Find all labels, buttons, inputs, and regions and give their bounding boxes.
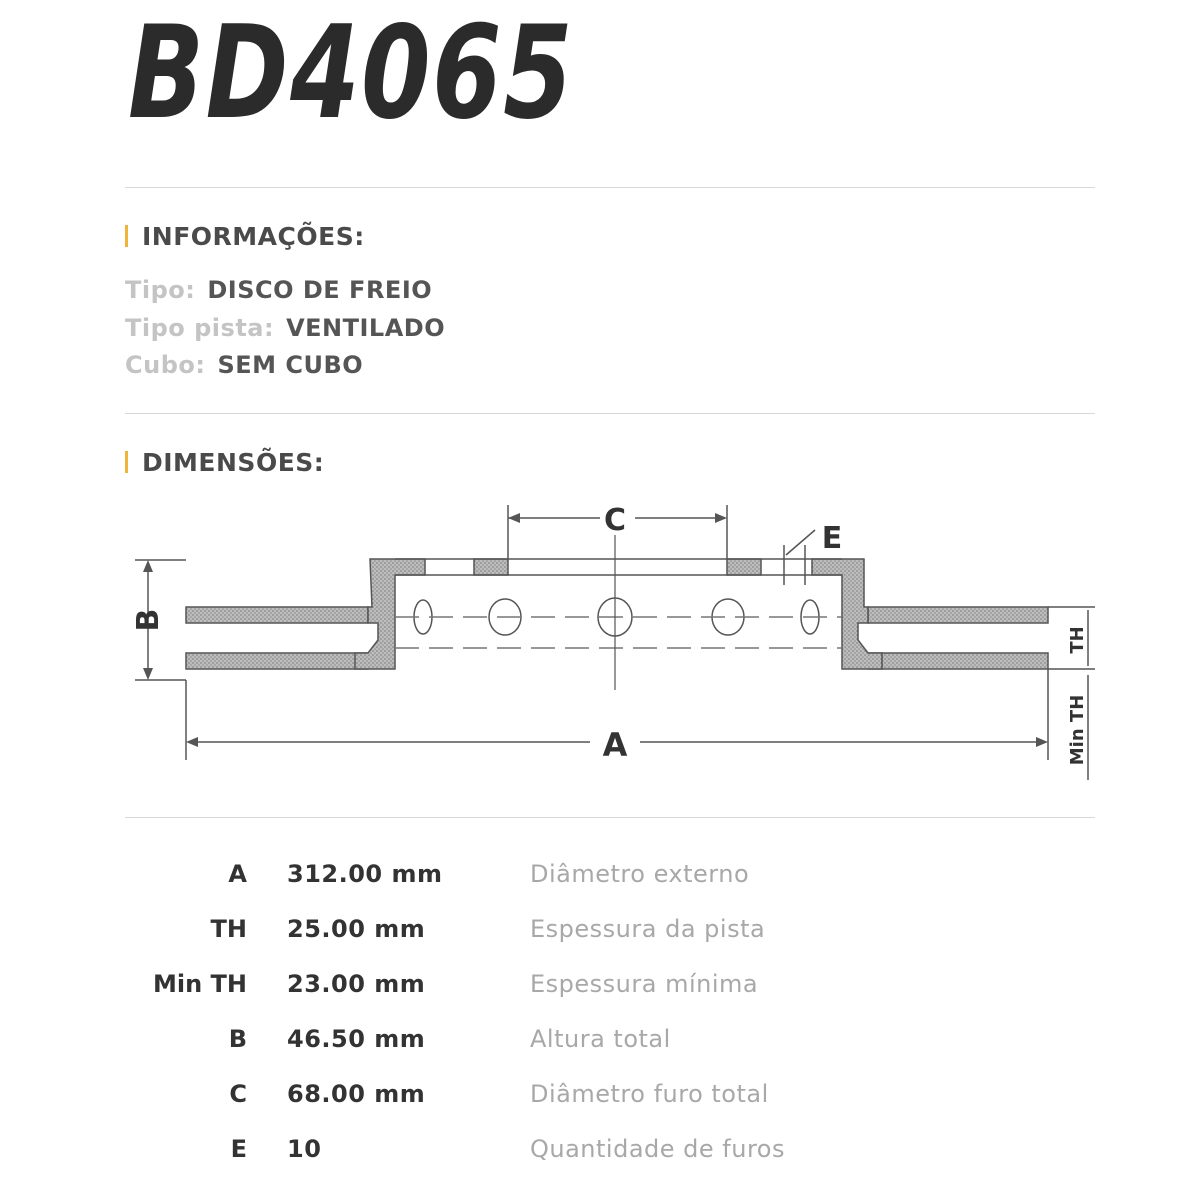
- disc-body: [186, 559, 1048, 669]
- dimension-code: B: [228, 1025, 247, 1053]
- info-label: Cubo:: [125, 351, 206, 379]
- dimension-row: [0, 915, 1200, 955]
- dimension-value: 312.00 mm: [287, 860, 443, 888]
- info-row-cubo: [125, 351, 363, 379]
- info-row-tipo-pista: [125, 314, 445, 342]
- diagram-label-min-th: Min TH: [1067, 694, 1088, 766]
- dimension-description: Espessura da pista: [530, 915, 766, 943]
- info-value: SEM CUBO: [217, 351, 364, 379]
- dimension-value: 68.00 mm: [287, 1080, 426, 1108]
- divider: [125, 187, 1095, 188]
- brake-disc-diagram: [0, 490, 1200, 800]
- dimension-value: 46.50 mm: [287, 1025, 426, 1053]
- dimension-description: Altura total: [530, 1025, 671, 1053]
- center-lines: [395, 617, 842, 648]
- info-row-tipo: [125, 276, 432, 304]
- diagram-label-th: TH: [1067, 626, 1088, 654]
- dimension-row: [0, 1080, 1200, 1120]
- dimensions-title-text: DIMENSÕES:: [142, 448, 325, 477]
- diagram-label-c: C: [603, 503, 627, 538]
- diagram-label-a: A: [602, 726, 628, 764]
- info-title-text: INFORMAÇÕES:: [142, 222, 365, 251]
- info-section-title: [125, 222, 365, 251]
- info-label: Tipo pista:: [125, 314, 275, 342]
- dimension-code: C: [229, 1080, 247, 1108]
- accent-bar: [125, 451, 128, 473]
- dimension-row: [0, 860, 1200, 900]
- dimension-row: [0, 1025, 1200, 1065]
- info-label: Tipo:: [125, 276, 196, 304]
- info-value: VENTILADO: [286, 314, 446, 342]
- dimension-description: Espessura mínima: [530, 970, 759, 998]
- dimension-value: 25.00 mm: [287, 915, 426, 943]
- dimension-row: [0, 1135, 1200, 1175]
- dimension-description: Quantidade de furos: [530, 1135, 785, 1163]
- dimension-value: 10: [287, 1135, 322, 1163]
- dimension-description: Diâmetro furo total: [530, 1080, 769, 1108]
- dimensions-section-title: [125, 448, 324, 477]
- diagram-label-b: B: [131, 608, 166, 632]
- dimension-value: 23.00 mm: [287, 970, 426, 998]
- dimension-description: Diâmetro externo: [530, 860, 750, 888]
- accent-bar: [125, 225, 128, 247]
- dimension-code: TH: [210, 915, 247, 943]
- product-code: BD4065: [128, 0, 575, 148]
- dimension-code: A: [228, 860, 247, 888]
- info-value: DISCO DE FREIO: [207, 276, 433, 304]
- dimension-code: Min TH: [152, 970, 247, 998]
- diagram-label-e: E: [821, 521, 843, 556]
- arrow-heads: [143, 513, 1048, 747]
- divider: [125, 413, 1095, 414]
- divider: [125, 817, 1095, 818]
- dimension-row: [0, 970, 1200, 1010]
- dimension-code: E: [230, 1135, 247, 1163]
